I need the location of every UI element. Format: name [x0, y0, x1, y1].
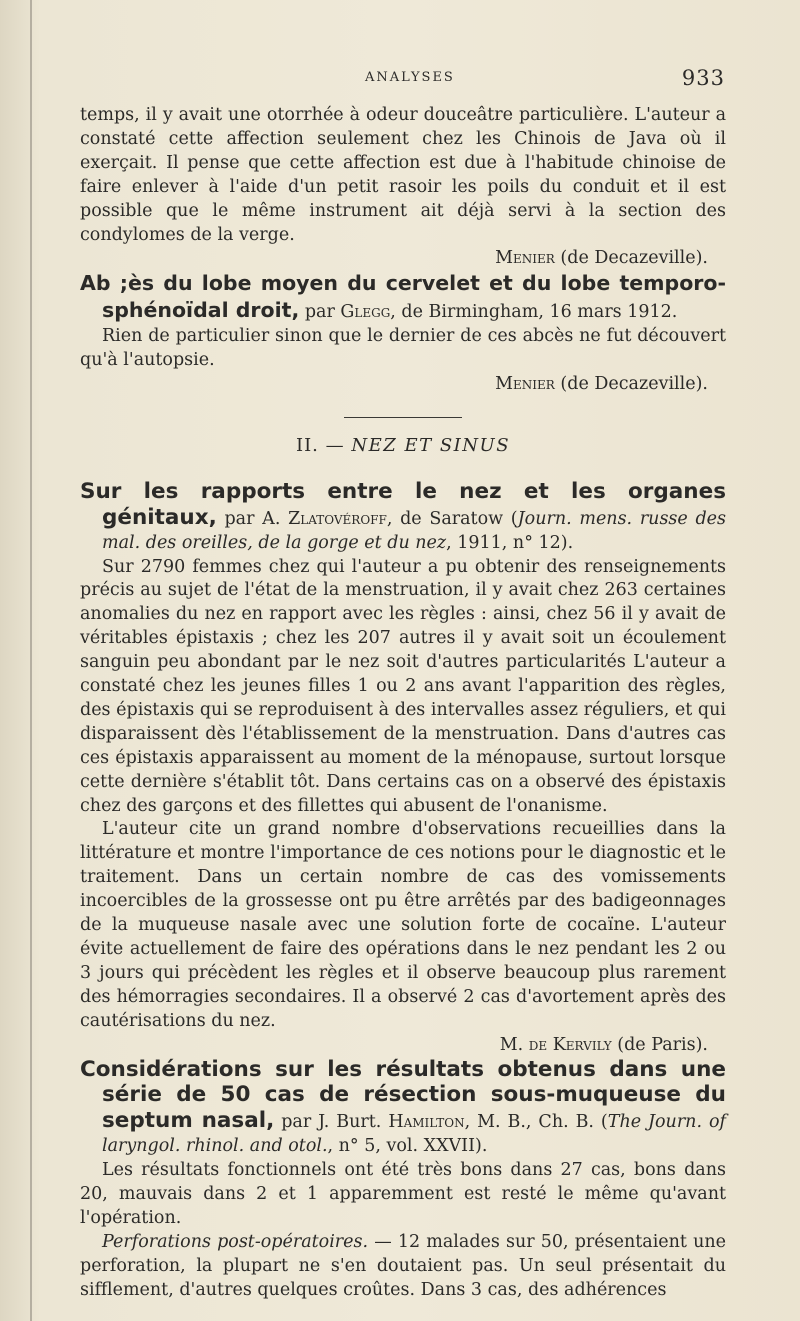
signature-place: (de Decazeville).	[560, 373, 708, 394]
journal-name: The Journ. of laryngol. rhinol. and otol.	[102, 1112, 726, 1157]
article-heading	[80, 480, 726, 556]
journal-name: Journ. mens. russe des mal. des oreilles, de la gorge et du nez	[102, 508, 727, 553]
signature-particle: de	[528, 1034, 548, 1055]
signature	[80, 247, 726, 271]
page-header	[80, 66, 725, 90]
article-heading	[80, 1058, 726, 1160]
signature-prefix: M.	[499, 1034, 524, 1055]
paragraph-continued: temps, il y avait une otorrhée à odeur douceâtre particulière. L'auteur a constaté cette affection seulement chez les Chinois de Java où il exerçait. Il pense que cette affection est due à l'habitude chinoise de faire enlever à l'aide d'un petit rasoir les poils du conduit et il est possible que le même instrument ait déjà servi à la section des condylomes de la verge.	[80, 105, 726, 245]
signature	[80, 373, 726, 397]
article-body	[80, 1231, 726, 1303]
article-byline	[305, 302, 678, 322]
article-body: Les résultats fonctionnels ont été très bons dans 27 cas, bons dans 20, mauvais dans 2 et 1 apparemment est resté le même qu'avant l'opération.	[80, 1160, 726, 1228]
byline-prefix: par A.	[224, 508, 281, 529]
byline-suffix: , de Birmingham, 16 mars 1912.	[390, 302, 678, 323]
byline-prefix: par	[304, 302, 335, 323]
author-name: Hamilton	[388, 1112, 465, 1133]
article-body: Sur 2790 femmes chez qui l'auteur a pu obtenir des renseignements précis au sujet de l'état de la menstruation, il y avait chez 263 certaines anomalies du nez en rapport avec les règles : ainsi, chez 56 il y avait de véritables épistaxis ; chez les 207 autres il y avait soit un écoulement sanguin peu abondant par le nez soit d'autres particularités L'auteur a constaté chez les jeunes filles 1 ou 2 ans avant l'apparition des règles, des épistaxis qui se reproduisent à des intervalles assez réguliers, et qui disparaissent dès l'établissement de la menstruation. Dans d'autres cas ces épistaxis apparaissent au moment de la ménopause, surtout lorsque cette dernière s'établit tôt. Dans certains cas on a observé des épistaxis chez des garçons et des fillettes qui abusent de l'onanisme.	[80, 556, 726, 816]
subsection-text: — 12 malades sur 50, présentaient une perforation, la plupart ne s'en doutaient pas. Un seul présentait du sifflement, d'autres quelques croûtes. Dans 3 cas, des adhérences	[80, 1231, 727, 1300]
article-title: Ab ;ès du lobe moyen du cervelet et du lobe temporo-sphénoïdal droit,	[80, 271, 726, 323]
signature-place: (de Decazeville).	[560, 248, 708, 269]
section-title-line	[80, 434, 726, 458]
author-name: Zlatovéroff	[288, 508, 387, 529]
page-number: 933	[681, 66, 725, 90]
page-content	[80, 104, 726, 1303]
byline-suffix: , 1911, n° 12).	[446, 532, 574, 553]
article-title: Considérations sur les résultats obtenus dans une série de 50 cas de résection sous-muqueuse du septum nasal,	[80, 1056, 726, 1134]
article-title: Sur les rapports entre le nez et les organes génitaux,	[80, 478, 726, 530]
subsection-lead: Perforations post-opératoires.	[102, 1231, 369, 1252]
article-body: L'auteur cite un grand nombre d'observations recueillies dans la littérature et montre l'importance de ces notions pour le diagnostic et le traitement. Dans un certain nombre de cas des vomissements incoercibles de la grossesse ont pu être arrêtés par des badigeonnages de la muqueuse nasale avec une solution forte de cocaïne. L'auteur évite actuellement de faire des opérations dans le nez pendant les 2 ou 3 jours qui précèdent les règles et il observe beaucoup plus rarement des hémorragies secondaires. Il a observé 2 cas d'avortement après des cautérisations du nez.	[80, 819, 726, 1031]
byline-middle: , de Saratow (	[386, 508, 518, 529]
signature	[80, 1034, 726, 1058]
byline-suffix: , n° 5, vol. XXVII).	[327, 1136, 488, 1157]
signature-name: Menier	[495, 248, 555, 269]
section-heading	[80, 417, 726, 458]
author-name: Glegg	[340, 302, 391, 323]
section-divider	[344, 417, 462, 418]
section-numeral: II. —	[295, 434, 345, 456]
byline-prefix: par J. Burt.	[281, 1112, 382, 1133]
article-body: Rien de particulier sinon que le dernier de ces abcès ne fut découvert qu'à l'autopsie.	[80, 326, 726, 371]
signature-place: (de Paris).	[617, 1034, 708, 1055]
section-title: NEZ ET SINUS	[351, 434, 511, 456]
signature-name: Kervily	[552, 1034, 612, 1055]
page-spine-edge	[30, 0, 32, 1321]
signature-name: Menier	[495, 373, 555, 394]
article-heading	[80, 271, 726, 325]
running-head: ANALYSES	[365, 70, 455, 85]
byline-middle: , M. B., Ch. B. (	[464, 1112, 608, 1133]
